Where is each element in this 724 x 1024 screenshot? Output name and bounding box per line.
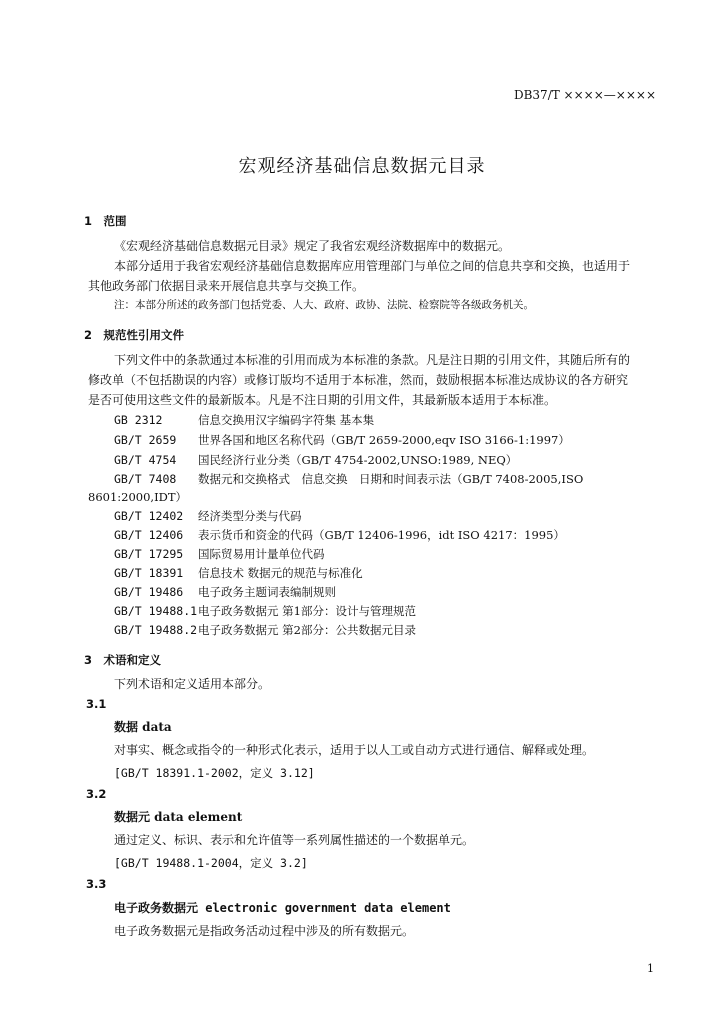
- section-2-heading: 2 规范性引用文件: [84, 328, 185, 342]
- reference-code: GB/T 7408: [114, 472, 177, 486]
- term-definition: 电子政务数据元是指政务活动过程中涉及的所有数据元。: [114, 924, 415, 938]
- reference-code: GB/T 12406: [114, 528, 184, 542]
- term-number: 3.2: [86, 787, 107, 801]
- reference-title: 国民经济行业分类（GB/T 4754-2002,UNSO:1989, NEQ）: [198, 453, 518, 467]
- term-name: 电子政务数据元 electronic government data element: [114, 901, 451, 915]
- term-number: 3.1: [86, 697, 107, 711]
- reference-title: 电子政务主题词表编制规则: [198, 585, 336, 599]
- reference-item: [114, 412, 374, 428]
- reference-item: [114, 565, 363, 581]
- section-1-paragraph-1: 《宏观经济基础信息数据元目录》规定了我省宏观经济数据库中的数据元。: [114, 239, 511, 253]
- reference-item: [114, 432, 570, 448]
- section-3-heading: 3 术语和定义: [84, 653, 162, 667]
- term-name: 数据元 data element: [114, 810, 243, 824]
- section-2-paragraph-line-2: 修改单（不包括勘误的内容）或修订版均不适用于本标准，然而，鼓励根据本标准达成协议的各方研究: [88, 373, 629, 387]
- reference-continuation: 8601:2000,IDT）: [88, 490, 187, 504]
- reference-title: 信息技术 数据元的规范与标准化: [198, 566, 363, 580]
- section-2-paragraph-line-1: 下列文件中的条款通过本标准的引用而成为本标准的条款。凡是注日期的引用文件，其随后所有的: [114, 353, 631, 367]
- section-3-intro: 下列术语和定义适用本部分。: [114, 677, 271, 691]
- reference-item: [114, 546, 325, 562]
- term-definition: 对事实、概念或指令的一种形式化表示，适用于以人工或自动方式进行通信、解释或处理。: [114, 743, 595, 757]
- term-source: [GB/T 18391.1-2002，定义 3.12]: [114, 766, 315, 780]
- reference-code: GB/T 4754: [114, 453, 177, 467]
- reference-code: GB 2312: [114, 413, 163, 427]
- reference-title: 国际贸易用计量单位代码: [198, 547, 325, 561]
- reference-title: 表示货币和资金的代码（GB/T 12406-1996，idt ISO 4217：1995）: [198, 528, 565, 542]
- reference-title: 信息交换用汉字编码字符集 基本集: [198, 413, 375, 427]
- reference-title: 电子政务数据元 第1部分：设计与管理规范: [198, 604, 416, 618]
- reference-item: [114, 527, 565, 543]
- page-title: 宏观经济基础信息数据元目录: [238, 156, 486, 177]
- section-1-heading: 1 范围: [84, 214, 127, 228]
- section-2-paragraph-line-3: 是否可使用这些文件的最新版本。凡是不注日期的引用文件，其最新版本适用于本标准。: [88, 393, 557, 407]
- section-1-paragraph-2-line-1: 本部分适用于我省宏观经济基础信息数据库应用管理部门与单位之间的信息共享和交换，也适用于: [114, 259, 631, 273]
- section-1-paragraph-2-line-2: 其他政务部门依据目录来开展信息共享与交换工作。: [88, 279, 365, 293]
- reference-item: [114, 508, 302, 524]
- reference-item: [114, 603, 416, 619]
- reference-title: 数据元和交换格式 信息交换 日期和时间表示法（GB/T 7408-2005,ISO: [198, 472, 584, 486]
- reference-title: 世界各国和地区名称代码（GB/T 2659-2000,eqv ISO 3166-1:1997）: [198, 433, 570, 447]
- reference-item: [114, 622, 416, 638]
- reference-code: GB/T 19488.1: [114, 604, 198, 618]
- reference-item: [114, 471, 583, 487]
- reference-code: GB/T 12402: [114, 509, 184, 523]
- reference-code: GB/T 19486: [114, 585, 184, 599]
- reference-title: 经济类型分类与代码: [198, 509, 302, 523]
- reference-code: GB/T 17295: [114, 547, 184, 561]
- term-number: 3.3: [86, 877, 107, 891]
- reference-title: 电子政务数据元 第2部分：公共数据元目录: [198, 623, 416, 637]
- reference-code: GB/T 2659: [114, 433, 177, 447]
- document-number: DB37/T ××××—××××: [513, 88, 656, 102]
- page-number: 1: [647, 962, 654, 975]
- section-1-note: 注：本部分所述的政务部门包括党委、人大、政府、政协、法院、检察院等各级政务机关。: [114, 299, 534, 311]
- reference-item: [114, 584, 336, 600]
- term-definition: 通过定义、标识、表示和允许值等一系列属性描述的一个数据单元。: [114, 833, 475, 847]
- reference-item: [114, 452, 517, 468]
- reference-code: GB/T 19488.2: [114, 623, 198, 637]
- reference-code: GB/T 18391: [114, 566, 184, 580]
- term-source: [GB/T 19488.1-2004，定义 3.2]: [114, 856, 308, 870]
- term-name: 数据 data: [114, 720, 172, 734]
